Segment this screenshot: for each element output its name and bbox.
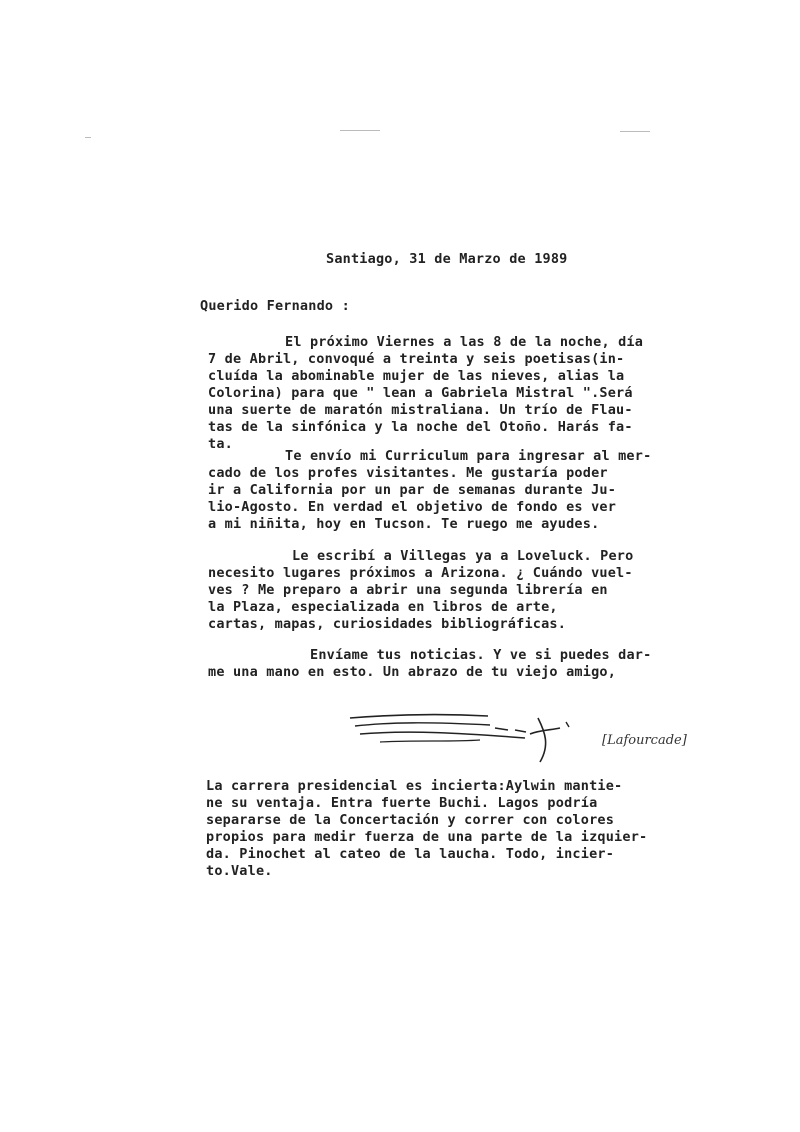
paragraph1-line: tas de la sinfónica y la noche del Otoño. Harás fa-: [208, 419, 633, 435]
paragraph3-line: Le escribí a Villegas ya a Loveluck. Pero: [292, 548, 634, 564]
paragraph1-line: 7 de Abril, convoqué a treinta y seis poetisas(in-: [208, 351, 625, 367]
paragraph1-line: El próximo Viernes a las 8 de la noche, día: [285, 334, 644, 350]
scan-noise: [340, 130, 380, 131]
paragraph3-line: cartas, mapas, curiosidades bibliográficas.: [208, 616, 567, 632]
paragraph3-line: necesito lugares próximos a Arizona. ¿ Cuándo vuel-: [208, 565, 633, 581]
postscript-line: ne su ventaja. Entra fuerte Buchi. Lagos podría: [206, 795, 598, 811]
postscript-line: da. Pinochet al cateo de la laucha. Todo, incier-: [206, 846, 615, 862]
paragraph2-line: Te envío mi Curriculum para ingresar al mer-: [285, 448, 652, 464]
postscript-line: La carrera presidencial es incierta:Aylwin mantie-: [206, 778, 623, 794]
handwritten-signature: [340, 700, 580, 770]
letter-salutation: Querido Fernando :: [200, 298, 350, 314]
paragraph1-line: Colorina) para que " lean a Gabriela Mistral ".Será: [208, 385, 633, 401]
postscript-line: separarse de la Concertación y correr con colores: [206, 812, 615, 828]
paragraph3-line: ves ? Me preparo a abrir una segunda librería en: [208, 582, 608, 598]
scan-noise: [85, 137, 91, 138]
paragraph4-line: me una mano en esto. Un abrazo de tu viejo amigo,: [208, 664, 617, 680]
paragraph2-line: ir a California por un par de semanas durante Ju-: [208, 482, 617, 498]
letter-date: Santiago, 31 de Marzo de 1989: [326, 251, 568, 267]
paragraph2-line: lio-Agosto. En verdad el objetivo de fondo es ver: [208, 499, 617, 515]
paragraph2-line: a mi niñita, hoy en Tucson. Te ruego me ayudes.: [208, 516, 600, 532]
scan-noise: [620, 131, 650, 132]
signature-name: [Lafourcade]: [602, 733, 687, 748]
postscript-line: to.Vale.: [206, 863, 273, 879]
paragraph1-line: una suerte de maratón mistraliana. Un trío de Flau-: [208, 402, 633, 418]
paragraph4-line: Envíame tus noticias. Y ve si puedes dar-: [310, 647, 652, 663]
paragraph3-line: la Plaza, especializada en libros de arte,: [208, 599, 558, 615]
paragraph1-line: cluída la abominable mujer de las nieves, alias la: [208, 368, 625, 384]
paragraph2-line: cado de los profes visitantes. Me gustaría poder: [208, 465, 608, 481]
postscript-line: propios para medir fuerza de una parte de la izquier-: [206, 829, 648, 845]
paragraph1-line: ta.: [208, 436, 233, 452]
